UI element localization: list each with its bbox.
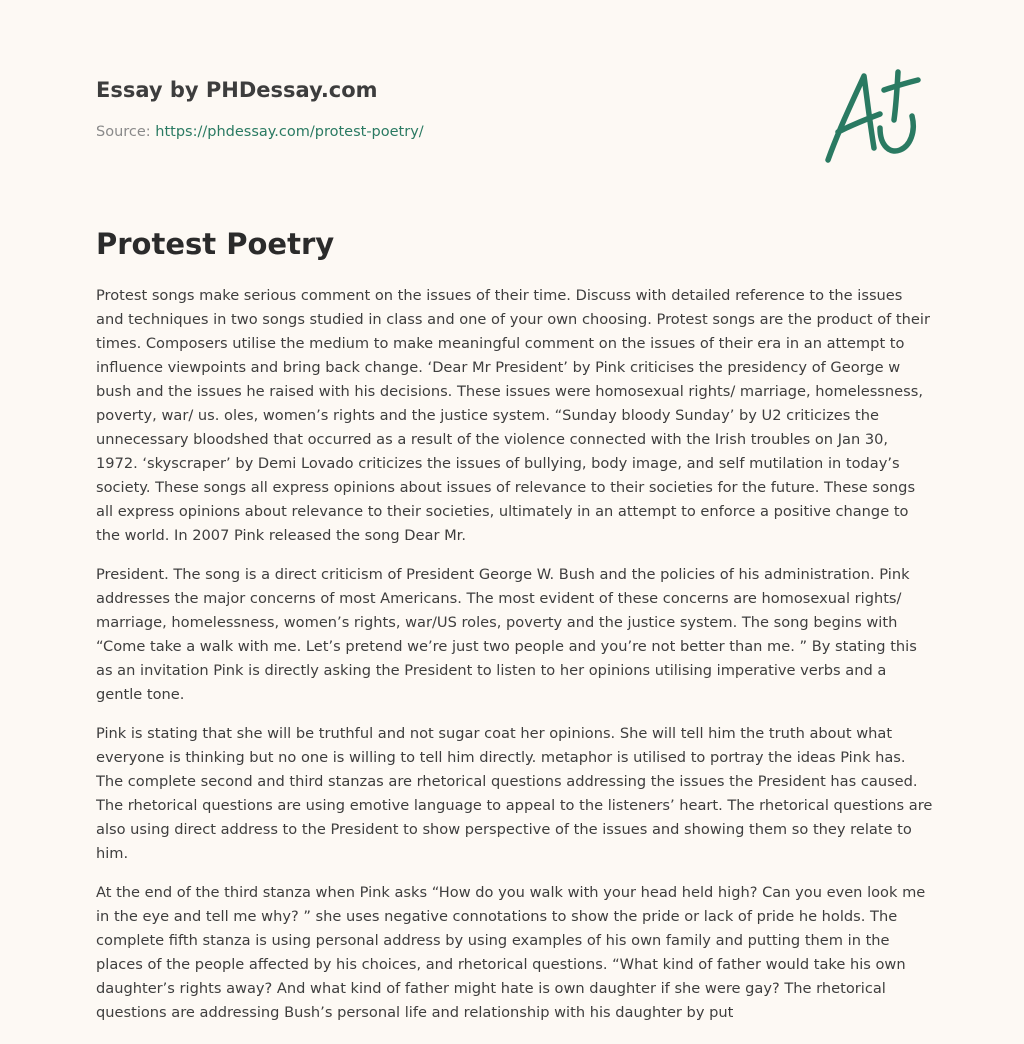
essay-paragraph: President. The song is a direct criticism of President George W. Bush and the policies of his administration. Pink addresses the major concerns of most Americans. The most evident of these concerns are homosexual rights/ marriage, homelessness, women’s rights, war/US roles, poverty and the justice system. The song begins with “Come take a walk with me. Let’s pretend we’re just two people and you’re not better than me. ” By stating this as an invitation Pink is directly asking the President to listen to her opinions utilising imperative verbs and a gentle tone. (96, 566, 917, 703)
a-plus-logo-icon (820, 66, 930, 166)
source-line (96, 122, 736, 142)
source-label: Source: (96, 124, 151, 140)
site-brand: Essay by PHDessay.com (96, 78, 378, 102)
essay-paragraph: At the end of the third stanza when Pink asks “How do you walk with your head held high? Can you even look me in the eye and tell me why? ” she uses negative connotations to show the pride or lack of pride he holds. The complete fifth stanza is using personal address by using examples of his own family and putting them in the places of the people affected by his choices, and rhetorical questions. “What kind of father would take his own daughter’s rights away? And what kind of father might hate is own daughter if she were gay? The rhetorical questions are addressing Bush’s personal life and relationship with his daughter by put (96, 884, 926, 1021)
essay-title: Protest Poetry (96, 227, 335, 261)
page-header (96, 76, 736, 142)
essay-body (96, 284, 934, 1040)
essay-paragraph: Protest songs make serious comment on the issues of their time. Discuss with detailed reference to the issues and techniques in two songs studied in class and one of your own choosing. Protest songs are the product of their times. Composers utilise the medium to make meaningful comment on the issues of their era in an attempt to influence viewpoints and bring back change. ‘Dear Mr President’ by Pink criticises the presidency of George w bush and the issues he raised with his decisions. These issues were homosexual rights/ marriage, homelessness, poverty, war/ us. oles, women’s rights and the justice system. “Sunday bloody Sunday’ by U2 criticizes the unnecessary bloodshed that occurred as a result of the violence connected with the Irish troubles on Jan 30, 1972. ‘skyscraper’ by Demi Lovado criticizes the issues of bullying, body image, and self mutilation in today’s society. These songs all express opinions about issues of relevance to their societies for the future. These songs all express opinions about relevance to their societies, ultimately in an attempt to enforce a positive change to the world. In 2007 Pink released the song Dear Mr. (96, 287, 930, 544)
source-link[interactable]: https://phdessay.com/protest-poetry/ (155, 124, 424, 140)
essay-paragraph: Pink is stating that she will be truthful and not sugar coat her opinions. She will tell him the truth about what everyone is thinking but no one is willing to tell him directly. metaphor is utilised to portray the ideas Pink has. The complete second and third stanzas are rhetorical questions addressing the issues the President has caused. The rhetorical questions are using emotive language to appeal to the listeners’ heart. The rhetorical questions are also using direct address to the President to show perspective of the issues and showing them so they relate to him. (96, 725, 933, 862)
